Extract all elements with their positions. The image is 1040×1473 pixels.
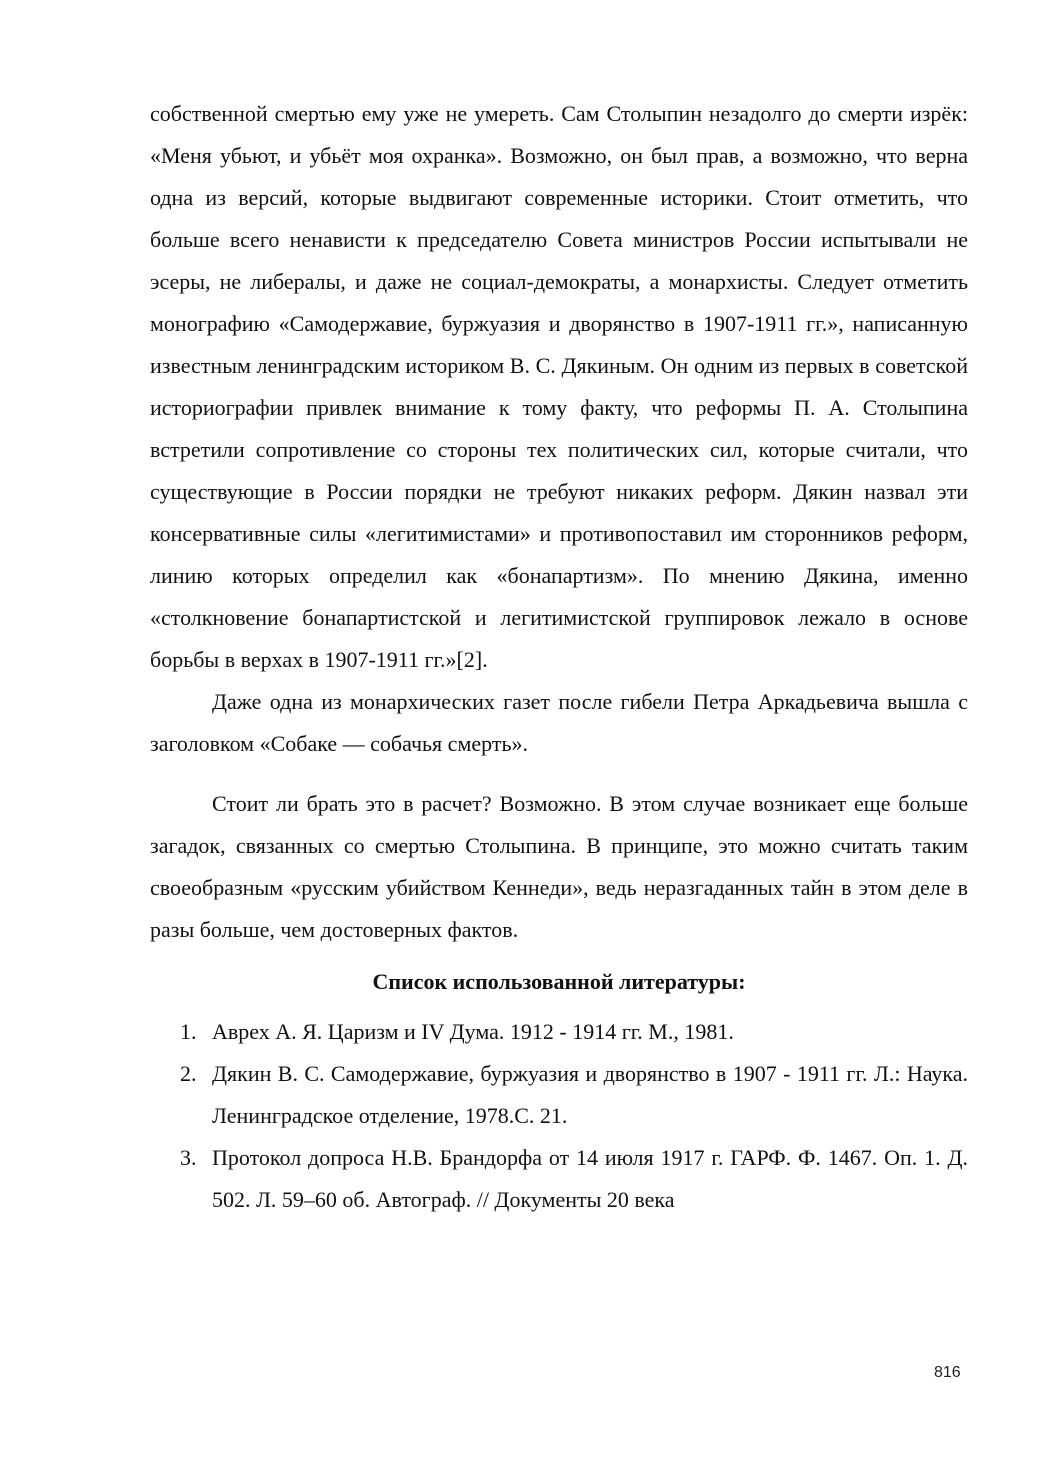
reference-text: Аврех А. Я. Царизм и IV Дума. 1912 - 1914 гг. М., 1981.	[212, 1019, 734, 1044]
reference-number: 2.	[180, 1061, 197, 1086]
references-heading: Список использованной литературы:	[372, 969, 746, 994]
paragraph-spacer	[150, 765, 968, 783]
reference-number: 1.	[180, 1019, 197, 1044]
reference-number: 3.	[180, 1145, 197, 1170]
body-paragraph-2: Даже одна из монархических газет после гибели Петра Аркадьевича вышла с заголовком «Собаке — собачья смерть».	[150, 689, 968, 756]
reference-text: Дякин В. С. Самодержавие, буржуазия и дворянство в 1907 - 1911 гг. Л.: Наука. Ленинградское отделение, 1978.С. 21.	[212, 1061, 968, 1128]
reference-text: Протокол допроса Н.В. Брандорфа от 14 июля 1917 г. ГАРФ. Ф. 1467. Оп. 1. Д. 502. Л. 59–60 об. Автограф. // Документы 20 века	[212, 1145, 968, 1212]
reference-item	[150, 1053, 968, 1137]
body-paragraph-1: собственной смертью ему уже не умереть. Сам Столыпин незадолго до смерти изрёк: «Меня убьют, и убьёт моя охранка». Возможно, он был прав, а возможно, что верна одна из версий, которые выдвигают современные историки. Стоит отметить, что больше всего ненависти к председателю Совета министров России испытывали не эсеры, не либералы, и даже не социал-демократы, а монархисты. Следует отметить монографию «Самодержавие, буржуазия и дворянство в 1907-1911 гг.», написанную известным ленинградским историком В. С. Дякиным. Он одним из первых в советской историографии привлек внимание к тому факту, что реформы П. А. Столыпина встретили сопротивление со стороны тех политических сил, которые считали, что существующие в России порядки не требуют никаких реформ. Дякин назвал эти консервативные силы «легитимистами» и противопоставил им сторонников реформ, линию которых определил как «бонапартизм». По мнению Дякина, именно «столкновение бонапартистской и легитимистской группировок лежало в основе борьбы в верхах в 1907-1911 гг.»[2].	[150, 101, 968, 672]
page-number: 816	[934, 1364, 961, 1381]
reference-item	[150, 1011, 968, 1053]
body-paragraph-3: Стоит ли брать это в расчет? Возможно. В этом случае возникает еще больше загадок, связанных со смертью Столыпина. В принципе, это можно считать таким своеобразным «русским убийством Кеннеди», ведь неразгаданных тайн в этом деле в разы больше, чем достоверных фактов.	[150, 791, 968, 942]
document-page	[150, 93, 968, 1221]
reference-item	[150, 1137, 968, 1221]
references-list	[150, 1011, 968, 1221]
